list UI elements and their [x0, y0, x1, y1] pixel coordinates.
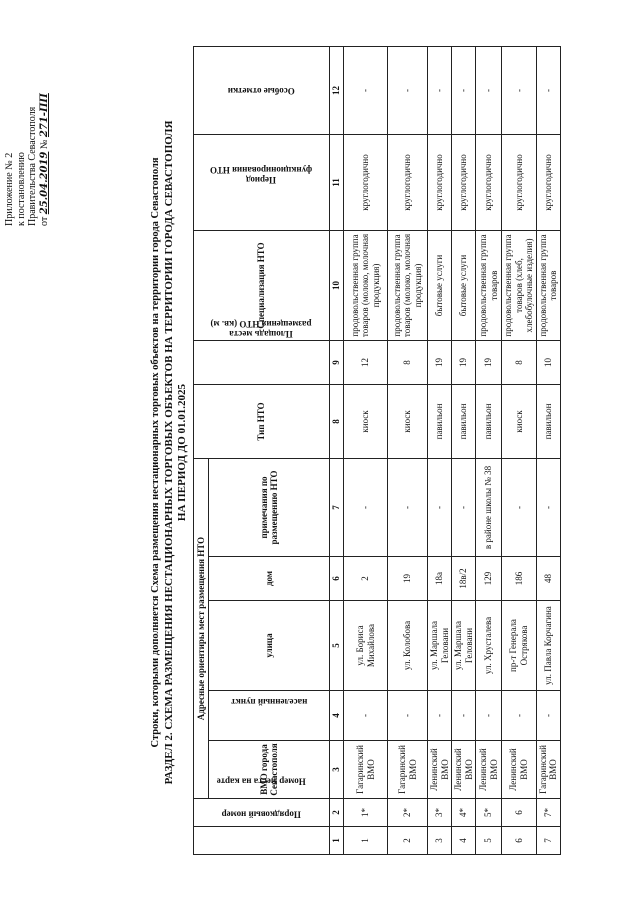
intro-text: Строки, которыми дополняется Схема размещения нестационарных торговых объектов на территории города Севастополя — [150, 157, 161, 748]
column-number: 3 — [330, 741, 344, 799]
cell-specialization: бытовые услуги — [452, 230, 476, 340]
cell-ordinal: 2 — [388, 827, 428, 855]
column-number: 5 — [330, 601, 344, 691]
cell-map-number: 3* — [428, 799, 452, 827]
cell-settlement: - — [502, 691, 537, 741]
column-number: 6 — [330, 557, 344, 601]
appendix-number-sign: № — [38, 139, 50, 150]
header-area: Площадь места размещения НТО (кв. м) — [194, 340, 330, 384]
table-row — [536, 46, 560, 854]
nto-table — [193, 46, 561, 855]
cell-vmo: Ленинский ВМО — [476, 741, 502, 799]
cell-area: 8 — [388, 340, 428, 384]
cell-period: круглогодично — [452, 134, 476, 230]
header-row-1 — [194, 46, 209, 854]
header-map-number: Номер места на карте — [194, 799, 330, 827]
cell-specialization: бытовые услуги — [428, 230, 452, 340]
header-period: Период функционирования НТО — [194, 134, 330, 230]
column-number: 9 — [330, 340, 344, 384]
header-specialization: Специализация НТО — [194, 230, 330, 340]
cell-type: киоск — [502, 384, 537, 458]
cell-ordinal: 4 — [452, 827, 476, 855]
cell-house: 2 — [344, 557, 388, 601]
cell-vmo: Гагаринский ВМО — [536, 741, 560, 799]
cell-street: ул. Маршала Геловани — [452, 601, 476, 691]
cell-type: киоск — [344, 384, 388, 458]
cell-note: в районе школы № 38 — [476, 458, 502, 556]
table-row — [428, 46, 452, 854]
section-title — [163, 0, 189, 905]
column-number: 7 — [330, 458, 344, 556]
cell-note: - — [388, 458, 428, 556]
cell-settlement: - — [388, 691, 428, 741]
table-row — [476, 46, 502, 854]
cell-special-marks: - — [428, 46, 452, 134]
header-notes-placement: примечания по размещению НТО — [209, 458, 330, 556]
cell-special-marks: - — [502, 46, 537, 134]
column-numbers-row — [330, 46, 344, 854]
cell-special-marks: - — [536, 46, 560, 134]
table-row — [502, 46, 537, 854]
cell-type: павильон — [536, 384, 560, 458]
header-vmo: ВМО города Севастополя — [209, 741, 330, 799]
cell-street: ул. Бориса Михайлова — [344, 601, 388, 691]
cell-type: павильон — [428, 384, 452, 458]
cell-street: ул. Колобова — [388, 601, 428, 691]
appendix-number: 271-ПП — [38, 93, 50, 138]
header-ordinal: Порядковый номер — [194, 827, 330, 855]
cell-specialization: продовольственная группа товаров (молоко, молочная продукция) — [388, 230, 428, 340]
appendix-line-3: Правительства Севастополя — [27, 106, 38, 226]
cell-type: киоск — [388, 384, 428, 458]
table-body — [330, 46, 561, 854]
cell-type: павильон — [452, 384, 476, 458]
cell-vmo: Гагаринский ВМО — [344, 741, 388, 799]
cell-street: пр-т Генерала Острякова — [502, 601, 537, 691]
cell-house: 129 — [476, 557, 502, 601]
cell-specialization: продовольственная группа товаров — [476, 230, 502, 340]
cell-note: - — [536, 458, 560, 556]
cell-ordinal: 6 — [502, 827, 537, 855]
cell-settlement: - — [476, 691, 502, 741]
cell-house: 18а — [428, 557, 452, 601]
cell-period: круглогодично — [388, 134, 428, 230]
cell-settlement: - — [536, 691, 560, 741]
header-house: дом — [209, 557, 330, 601]
cell-note: - — [428, 458, 452, 556]
table-row — [388, 46, 428, 854]
cell-note: - — [452, 458, 476, 556]
cell-map-number: 5* — [476, 799, 502, 827]
cell-period: круглогодично — [502, 134, 537, 230]
cell-area: 19 — [476, 340, 502, 384]
cell-map-number: 2* — [388, 799, 428, 827]
cell-house: 186 — [502, 557, 537, 601]
column-number: 1 — [330, 827, 344, 855]
column-number: 8 — [330, 384, 344, 458]
header-address-group: Адресные ориентиры мест размещения НТО — [194, 458, 209, 798]
cell-special-marks: - — [344, 46, 388, 134]
cell-map-number: 4* — [452, 799, 476, 827]
appendix-line-1: Приложение № 2 — [4, 152, 15, 226]
cell-vmo: Ленинский ВМО — [428, 741, 452, 799]
cell-settlement: - — [344, 691, 388, 741]
cell-special-marks: - — [476, 46, 502, 134]
column-number: 2 — [330, 799, 344, 827]
cell-ordinal: 5 — [476, 827, 502, 855]
cell-street: ул. Хрусталева — [476, 601, 502, 691]
cell-map-number: 6 — [502, 799, 537, 827]
section-title-line-2: НА ПЕРИОД ДО 01.01.2025 — [176, 383, 188, 522]
cell-specialization: продовольственная группа товаров (хлеб, хлебобулочные изделия) — [502, 230, 537, 340]
cell-vmo: Ленинский ВМО — [452, 741, 476, 799]
appendix-line-2: к постановлению — [15, 152, 27, 226]
cell-area: 19 — [428, 340, 452, 384]
appendix-from-label: от — [38, 216, 50, 226]
cell-ordinal: 7 — [536, 827, 560, 855]
cell-period: круглогодично — [344, 134, 388, 230]
cell-area: 8 — [502, 340, 537, 384]
appendix-block — [4, 48, 50, 226]
cell-house: 18в/2 — [452, 557, 476, 601]
section-title-line-1: РАЗДЕЛ 2. СХЕМА РАЗМЕЩЕНИЯ НЕСТАЦИОНАРНЫХ ТОРГОВЫХ ОБЪЕКТОВ НА ТЕРРИТОРИИ ГОРОДА СЕВАСТОПОЛЯ — [163, 120, 175, 785]
cell-note: - — [344, 458, 388, 556]
cell-period: круглогодично — [476, 134, 502, 230]
cell-area: 12 — [344, 340, 388, 384]
cell-area: 10 — [536, 340, 560, 384]
cell-street: ул. Павла Корчагина — [536, 601, 560, 691]
header-special-marks: Особые отметки — [194, 46, 330, 134]
cell-period: круглогодично — [536, 134, 560, 230]
appendix-line-4 — [39, 48, 51, 226]
cell-period: круглогодично — [428, 134, 452, 230]
cell-house: 48 — [536, 557, 560, 601]
cell-settlement: - — [452, 691, 476, 741]
cell-map-number: 1* — [344, 799, 388, 827]
table-row — [452, 46, 476, 854]
cell-special-marks: - — [388, 46, 428, 134]
cell-specialization: продовольственная группа товаров — [536, 230, 560, 340]
cell-settlement: - — [428, 691, 452, 741]
cell-specialization: продовольственная группа товаров (молоко, молочная продукция) — [344, 230, 388, 340]
header-settlement: населенный пункт — [209, 691, 330, 741]
cell-note: - — [502, 458, 537, 556]
column-number: 12 — [330, 46, 344, 134]
cell-street: ул. Маршала Геловани — [428, 601, 452, 691]
cell-map-number: 7* — [536, 799, 560, 827]
cell-special-marks: - — [452, 46, 476, 134]
cell-vmo: Гагаринский ВМО — [388, 741, 428, 799]
table-row — [344, 46, 388, 854]
cell-vmo: Ленинский ВМО — [502, 741, 537, 799]
header-type: Тип НТО — [194, 384, 330, 458]
column-number: 4 — [330, 691, 344, 741]
column-number: 10 — [330, 230, 344, 340]
header-street: улица — [209, 601, 330, 691]
cell-house: 19 — [388, 557, 428, 601]
appendix-date: 25.04.2019 — [38, 151, 50, 215]
cell-area: 19 — [452, 340, 476, 384]
cell-ordinal: 1 — [344, 827, 388, 855]
column-number: 11 — [330, 134, 344, 230]
cell-ordinal: 3 — [428, 827, 452, 855]
cell-type: павильон — [476, 384, 502, 458]
